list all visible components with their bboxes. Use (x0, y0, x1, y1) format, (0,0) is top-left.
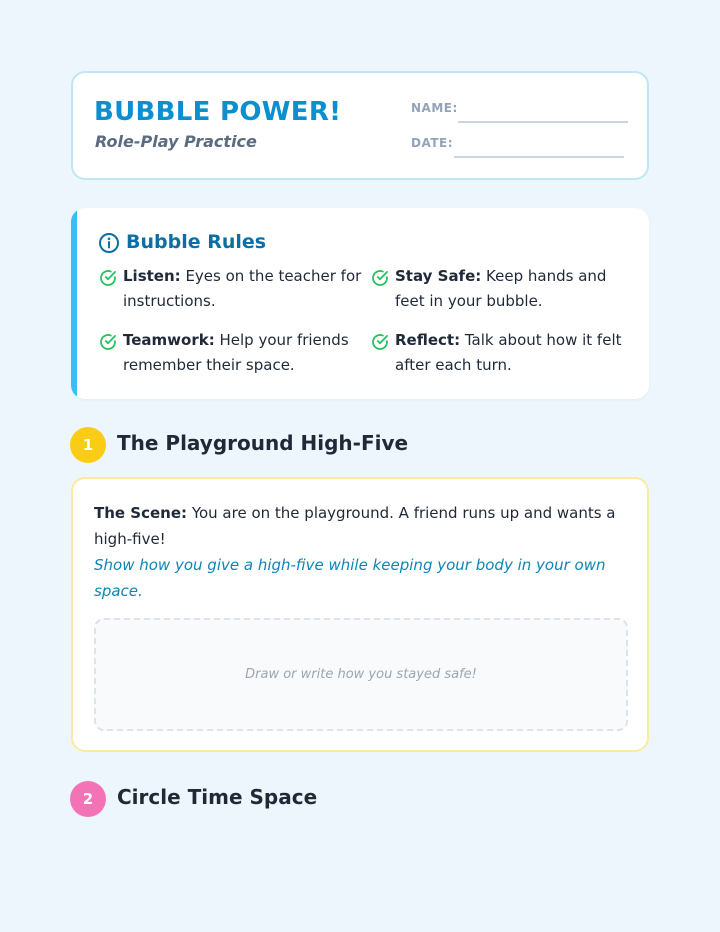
rule-stay-safe (395, 264, 635, 314)
drawing-placeholder: Draw or write how you stayed safe! (245, 667, 477, 682)
drawing-area[interactable] (94, 618, 628, 731)
rule-label: Listen: (123, 267, 181, 285)
name-line[interactable] (458, 121, 628, 123)
scene-instruction: Show how you give a high-five while keeping your body in your own space. (94, 556, 606, 600)
date-line[interactable] (454, 156, 624, 158)
rule-listen (123, 264, 363, 314)
check-circle-icon (371, 269, 389, 287)
section-title: The Playground High-Five (117, 431, 409, 455)
section-number-badge: 1 (70, 427, 106, 463)
section-number-badge: 2 (70, 781, 106, 817)
rule-teamwork (123, 328, 363, 378)
name-label: NAME: (411, 101, 458, 115)
check-circle-icon (99, 333, 117, 351)
rule-text: Eyes on the teacher for instructions. (123, 267, 362, 310)
worksheet-subtitle: Role-Play Practice (95, 132, 257, 151)
rule-label: Stay Safe: (395, 267, 482, 285)
rule-reflect (395, 328, 635, 378)
rules-card (71, 208, 649, 399)
rule-text: Help your friends remember their space. (123, 331, 349, 374)
rule-text: Talk about how it felt after each turn. (395, 331, 622, 374)
scene-label: The Scene: (94, 504, 188, 522)
check-circle-icon (99, 269, 117, 287)
section-title: Circle Time Space (117, 785, 318, 809)
rule-text: Keep hands and feet in your bubble. (395, 267, 607, 310)
worksheet-header (71, 71, 649, 180)
date-label: DATE: (411, 136, 453, 150)
rules-accent-bar (71, 208, 77, 399)
info-icon (98, 232, 120, 254)
rules-title: Bubble Rules (126, 231, 267, 253)
rule-label: Reflect: (395, 331, 461, 349)
scene-card (71, 477, 649, 752)
check-circle-icon (371, 333, 389, 351)
scene-description (94, 500, 634, 552)
rule-label: Teamwork: (123, 331, 215, 349)
scene-text: You are on the playground. A friend runs up and wants a high-five! (94, 504, 616, 548)
worksheet-title: BUBBLE POWER! (94, 97, 342, 127)
